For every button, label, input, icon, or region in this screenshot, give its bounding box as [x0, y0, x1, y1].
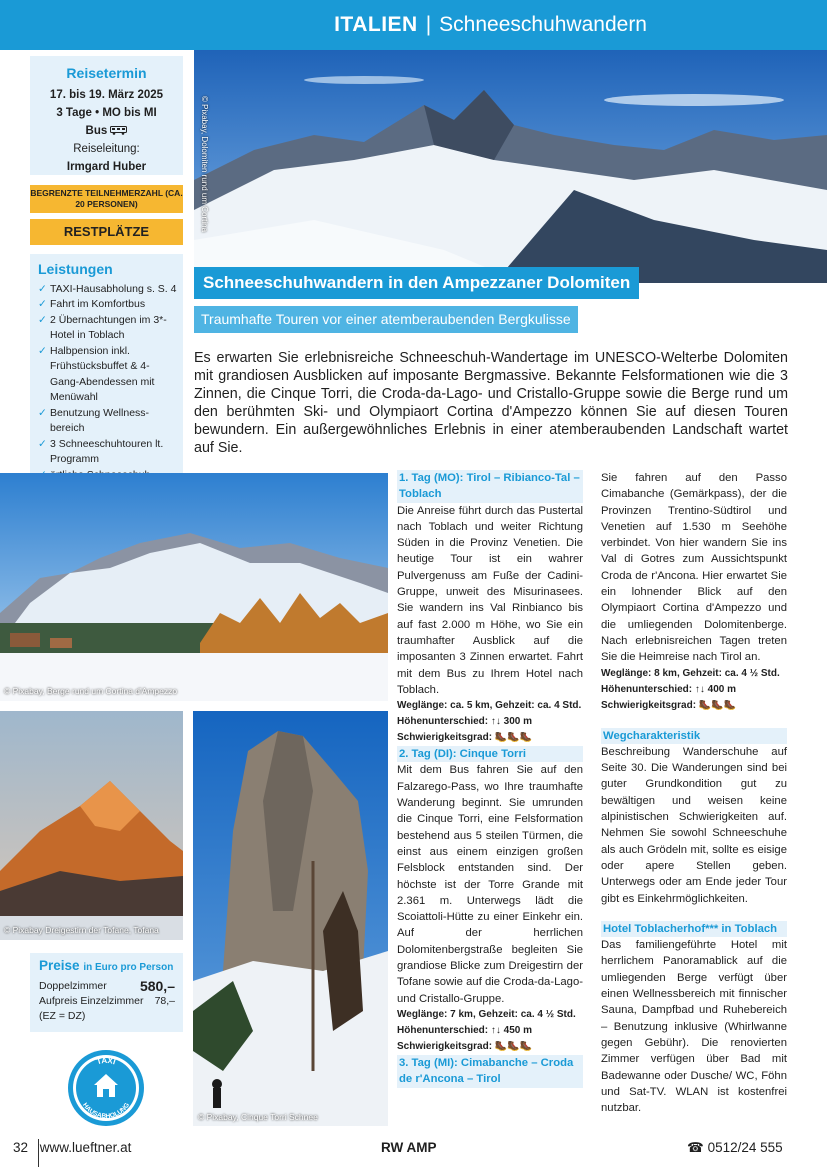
- list-item: ✓ Halbpension inkl. Frühstücksbuffet & 4-Gang-Abendessen mit Menüwahl: [38, 344, 177, 406]
- day2-length: Weglänge: 7 km, Gehzeit: ca. 4 ½ Std.: [397, 1008, 576, 1020]
- reisetermin-box: [30, 56, 183, 175]
- bus-icon: [110, 126, 127, 135]
- double-room-price: 580,–: [139, 978, 175, 994]
- category-label: Schneeschuhwandern: [439, 13, 647, 36]
- hotel-text: Das familiengeführte Hotel mit herrlichem Panoramablick auf die umliegenden Berge verfügt über einen Wellnessbereich mit finnischer Sauna, Dampfbad und Ruhebereich – Benutzung inklusive (Whirlwanne gegen Gebühr). Die renovierten Zimmer verfügen über Bad mit Badewanne oder Dusche/ WC, Föhn und Sat-TV. WLAN ist kostenfrei nutzbar.: [601, 939, 787, 1115]
- taxi-logo-top-text: TAXI: [95, 1055, 117, 1067]
- restplaetze-badge: RESTPLÄTZE: [30, 219, 183, 245]
- cortina-photo: [0, 473, 388, 701]
- page-number: 32: [13, 1140, 29, 1155]
- single-room-row: [39, 994, 175, 1009]
- page-title: [334, 13, 647, 37]
- itinerary-column-1: [397, 470, 583, 1088]
- limited-participants-badge: BEGRENZTE TEILNEHMERZAHL (CA. 20 PERSONEN): [30, 185, 183, 213]
- tofana-photo: [0, 711, 183, 940]
- day2-text: Mit dem Bus fahren Sie auf den Falzarego-Pass, wo Ihre traumhafte Wanderung beginnt. Sie umrunden die Cinque Torri, eine Felsformation bestehend aus 5 steilen Türmen, die einst aus einem einzigen großen Felsblock entstanden sind. Der höchste ist der Torre Grande mit 2.361 m. Unterwegs lädt die Scoiattoli-Hütte zu einer Einkehr ein. Auf der herrlichen Dolomitenbergstraße begleiten Sie grandiose Blicke zum Dreigestirn der Tofane sowie auf die Croda-da-Lago- und Cristallo-Gruppe.: [397, 764, 583, 1005]
- subheadline: Traumhafte Touren vor einer atemberaubenden Bergkulisse: [194, 306, 578, 333]
- leader-name: Irmgard Huber: [66, 161, 147, 173]
- double-room-row: [39, 979, 175, 994]
- list-item: ✓ Fahrt im Komfortbus: [38, 297, 177, 313]
- preise-box: [30, 953, 183, 1032]
- title-separator: |: [425, 13, 432, 36]
- intro-text: Es erwarten Sie erlebnisreiche Schneeschuh-Wandertage im UNESCO-Welterbe Dolomiten mit grandiosen Ausblicken auf imposante Bergmassive. Bekannte Felsformationen wie die 3 Zinnen, die Cinque Torri, die Croda-da-Lago- und Cristallo-Gruppe sowie die Berge rund um den berühmten Ski- und Olympiaort Cortina d'Ampezzo können Sie auf diesen Touren bewundern. Ein außergewöhnliches Erlebnis in einer atemberaubenden Landschaft wartet auf Sie.: [194, 350, 788, 456]
- leistungen-box: [30, 254, 183, 501]
- travel-dates: 17. bis 19. März 2025: [49, 89, 164, 101]
- taxi-hausabholung-logo: [67, 1049, 145, 1127]
- hero-photo-caption: © Pixabay, Dolomiten rund um Cortina: [200, 96, 209, 233]
- transport: [30, 122, 183, 140]
- list-item: ✓ 2 Übernachtungen im 3*-Hotel in Toblach: [38, 313, 177, 344]
- phone-number[interactable]: ☎ 0512/24 555: [687, 1140, 783, 1155]
- header-bar: [0, 0, 827, 50]
- hotel-title: Hotel Toblacherhof*** in Toblach: [601, 921, 787, 937]
- double-room-label: Doppelzimmer: [39, 980, 107, 992]
- single-room-label: Aufpreis Einzelzimmer: [39, 995, 144, 1007]
- day2-title: 2. Tag (DI): Cinque Torri: [397, 746, 583, 762]
- reisetermin-title: Reisetermin: [66, 65, 147, 81]
- tofana-caption: © Pixabay Dreigestirn der Tofane, Tofana: [4, 925, 159, 935]
- day1-difficulty: Schwierigkeitsgrad: 🥾🥾🥾: [397, 732, 533, 744]
- country-label: ITALIEN: [334, 13, 418, 36]
- day1-elevation: Höhenunterschied: ↑↓ 300 m: [397, 716, 533, 728]
- day1-text: Die Anreise führt durch das Pustertal nach Toblach und weiter Richtung Süden in die Provinz Venetien. Die heutige Tour ist ein wahrer Pulvergenuss am Fuße der Cadini-Gruppe, unweit des Misurinasees. Sie wandern ins Val Rinbianco bis auf fast 2.000 m Höhe, wo Sie ein traumhafter Ausblick auf die imposanten 3 Zinnen erwartet. Fahrt mit dem Bus zu Ihrem Hotel nach Toblach.: [397, 504, 583, 696]
- leader-label: Reiseleitung:: [73, 143, 140, 155]
- day1-length: Weglänge: ca. 5 km, Gehzeit: ca. 4 Std.: [397, 700, 582, 712]
- single-room-price: 78,–: [154, 995, 175, 1007]
- cortina-caption: © Pixabay, Berge rund um Cortina d'Ampezzo: [4, 686, 178, 696]
- day2-elevation: Höhenunterschied: ↑↓ 450 m: [397, 1024, 533, 1036]
- footer-divider: [38, 1139, 39, 1167]
- cinque-torri-photo: [193, 711, 388, 1126]
- preise-unit: in Euro pro Person: [83, 962, 174, 973]
- taxi-logo-bottom-text: HAUSABHOLUNG: [80, 1101, 132, 1121]
- day3-title: 3. Tag (MI): Cimabanche – Croda de r'Ancona – Tirol: [397, 1055, 583, 1088]
- list-item: ✓ TAXI-Hausabholung s. S. 4: [38, 282, 177, 298]
- day1-title: 1. Tag (MO): Tirol – Ribianco-Tal – Toblach: [397, 470, 583, 503]
- preise-title: [39, 958, 175, 975]
- day3-length: Weglänge: 8 km, Gehzeit: ca. 4 ½ Std.: [601, 667, 780, 679]
- list-item: ✓ 3 Schneeschuhtouren lt. Programm: [38, 437, 177, 468]
- day3-text: Sie fahren auf den Passo Cimabanche (Gemärkpass), der die Provinzen Trentino-Südtirol und Venetien auf 1.530 m Seehöhe verbindet. Von hier wandern Sie ins Val di Gotres zum Aussichtspunkt Croda de r'Ancona. Hier erwartet Sie ein lohnender Blick auf den Olympiaort Cortina d'Ampezzo und die umliegenden Dolomitenberge. Nach erlebnisreichen Tagen treten Sie die Heimreise nach Tirol an.: [601, 472, 787, 664]
- hero-photo: [194, 50, 827, 283]
- wegcharakteristik-text: Beschreibung Wanderschuhe auf Seite 30. Die Wanderungen sind bei guter Grundkondition gut zu bewältigen und weisen keine alpinistischen Schwierigkeiten auf. Nehmen Sie sowohl Schneeschuhe als auch Grödeln mit, sollte es eisige oder apere Stellen geben. Unterwegs oder am Ende jeder Tour gibt es Einkehrmöglichkeiten.: [601, 745, 787, 905]
- day3-elevation: Höhenunterschied: ↑↓ 400 m: [601, 683, 737, 695]
- cinque-torri-caption: © Pixabay, Cinque Torri Schnee: [198, 1112, 318, 1122]
- single-room-note: (EZ = DZ): [39, 1010, 86, 1022]
- day3-difficulty: Schwierigkeitsgrad: 🥾🥾🥾: [601, 699, 737, 711]
- website-link[interactable]: www.lueftner.at: [39, 1140, 132, 1155]
- preise-heading: Preise: [39, 958, 80, 973]
- travel-days: 3 Tage • MO bis MI: [56, 107, 157, 119]
- trip-code: RW AMP: [381, 1140, 437, 1155]
- day2-difficulty: Schwierigkeitsgrad: 🥾🥾🥾: [397, 1040, 533, 1052]
- list-item: ✓ Benutzung Wellnessbereich: [38, 406, 177, 437]
- footer-left: [13, 1140, 131, 1155]
- leistungen-title: Leistungen: [38, 261, 113, 277]
- headline: Schneeschuhwandern in den Ampezzaner Dolomiten: [194, 267, 639, 299]
- itinerary-column-2: [601, 470, 787, 1116]
- transport-label: Bus: [85, 125, 108, 137]
- leistungen-list: [38, 282, 177, 499]
- wegcharakteristik-title: Wegcharakteristik: [601, 728, 787, 744]
